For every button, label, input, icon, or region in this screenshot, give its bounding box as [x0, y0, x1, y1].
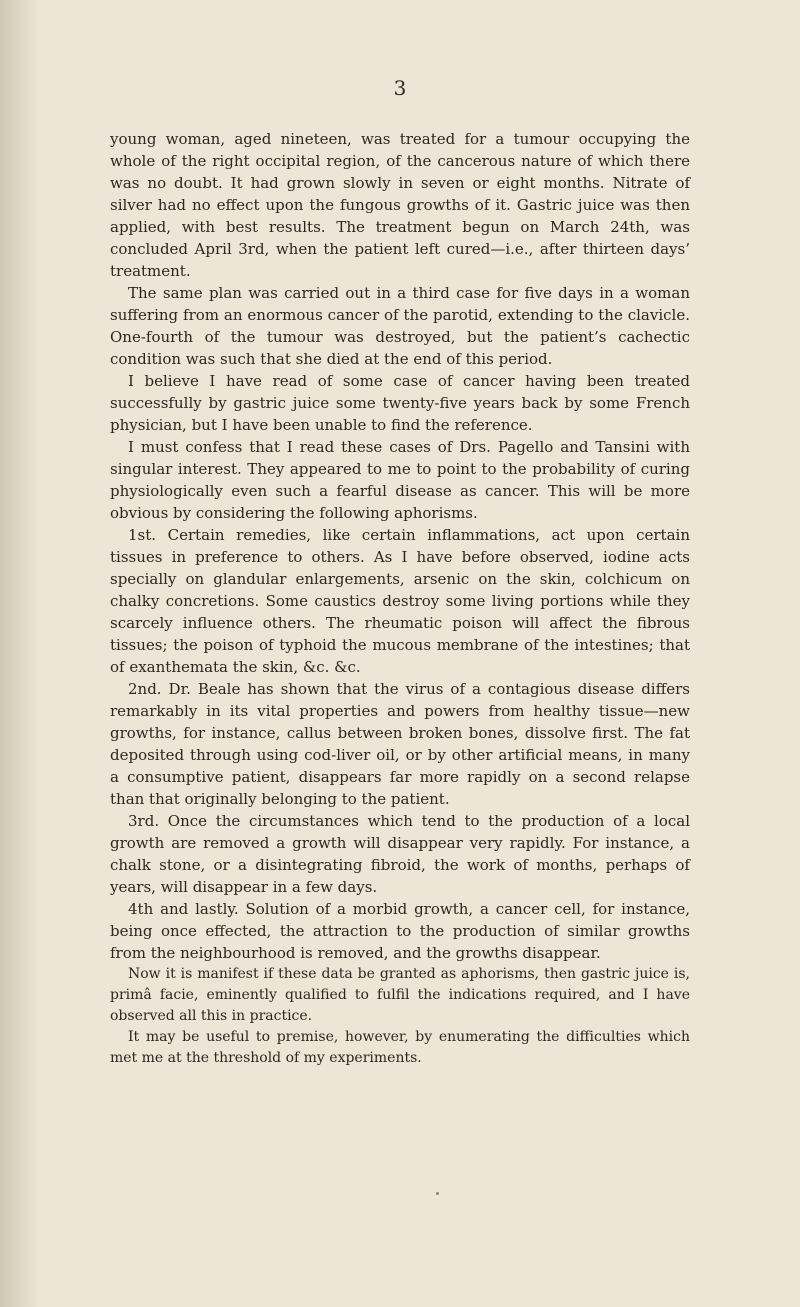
paragraph-aphorism-1: 1st. Certain remedies, like certain inflammations, act upon certain tissues in preference to others. As I have before observed, iodine acts specially on glandular enlargements, arsenic on the skin, colchicum on chalky concretions. Some caustics destroy some living portions while they scarcely influence others. The rheumatic poison will affect the fibrous tissues; the poison of typhoid the mucous membrane of the intestines; that of exanthemata the skin, &c. &c. — [110, 526, 690, 676]
paragraph-aphorism-3: 3rd. Once the circumstances which tend to the production of a local growth are removed a growth will disappear very rapidly. For instance, a chalk stone, or a disintegrating fibroid, the work of months, perhaps of years, will disappear in a few days. — [110, 812, 690, 896]
paragraph-4: I must confess that I read these cases of Drs. Pagello and Tansini with singular interest. They appeared to me to point to the probability of curing physiologically even such a fearful disease as cancer. This will be more obvious by considering the following aphorisms. — [110, 438, 690, 522]
page-body — [110, 128, 690, 1069]
paragraph-aphorism-4: 4th and lastly. Solution of a morbid growth, a cancer cell, for instance, being once effected, the attraction to the production of similar growths from the neighbourhood is removed, and the growths disappear. — [110, 900, 690, 962]
paragraph-aphorism-2: 2nd. Dr. Beale has shown that the virus of a contagious disease differs remarkably in its vital properties and powers from healthy tissue—new growths, for instance, callus between broken bones, dissolve first. The fat deposited through using cod-liver oil, or by other artificial means, in many a consumptive patient, disappears far more rapidly on a second relapse than that originally belonging to the patient. — [110, 680, 690, 808]
page-number: 3 — [393, 76, 407, 100]
paragraph-3: I believe I have read of some case of cancer having been treated successfully by gastric juice some twenty-five years back by some French physician, but I have been unable to find the reference. — [110, 372, 690, 434]
paragraph-1: young woman, aged nineteen, was treated for a tumour occupying the whole of the right occipital region, of the cancerous nature of which there was no doubt. It had grown slowly in seven or eight months. Nitrate of silver had no effect upon the fungous growths of it. Gastric juice was then applied, with best results. The treatment begun on March 24th, was concluded April 3rd, when the patient left cured—i.e., after thirteen days’ treatment. — [110, 130, 690, 280]
paragraph-difficulties: It may be useful to premise, however, by enumerating the difficulties which met me at the threshold of my experiments. — [110, 1029, 690, 1066]
page-gutter-shadow — [0, 0, 40, 1307]
paragraph-conclusion: Now it is manifest if these data be granted as aphorisms, then gastric juice is, primâ facie, eminently qualified to fulfil the indications required, and I have observed all this in practice. — [110, 966, 690, 1024]
ink-speck — [436, 1192, 439, 1195]
paragraph-2: The same plan was carried out in a third case for five days in a woman suffering from an enormous cancer of the parotid, extending to the clavicle. One-fourth of the tumour was destroyed, but the patient’s cachectic condition was such that she died at the end of this period. — [110, 284, 690, 368]
